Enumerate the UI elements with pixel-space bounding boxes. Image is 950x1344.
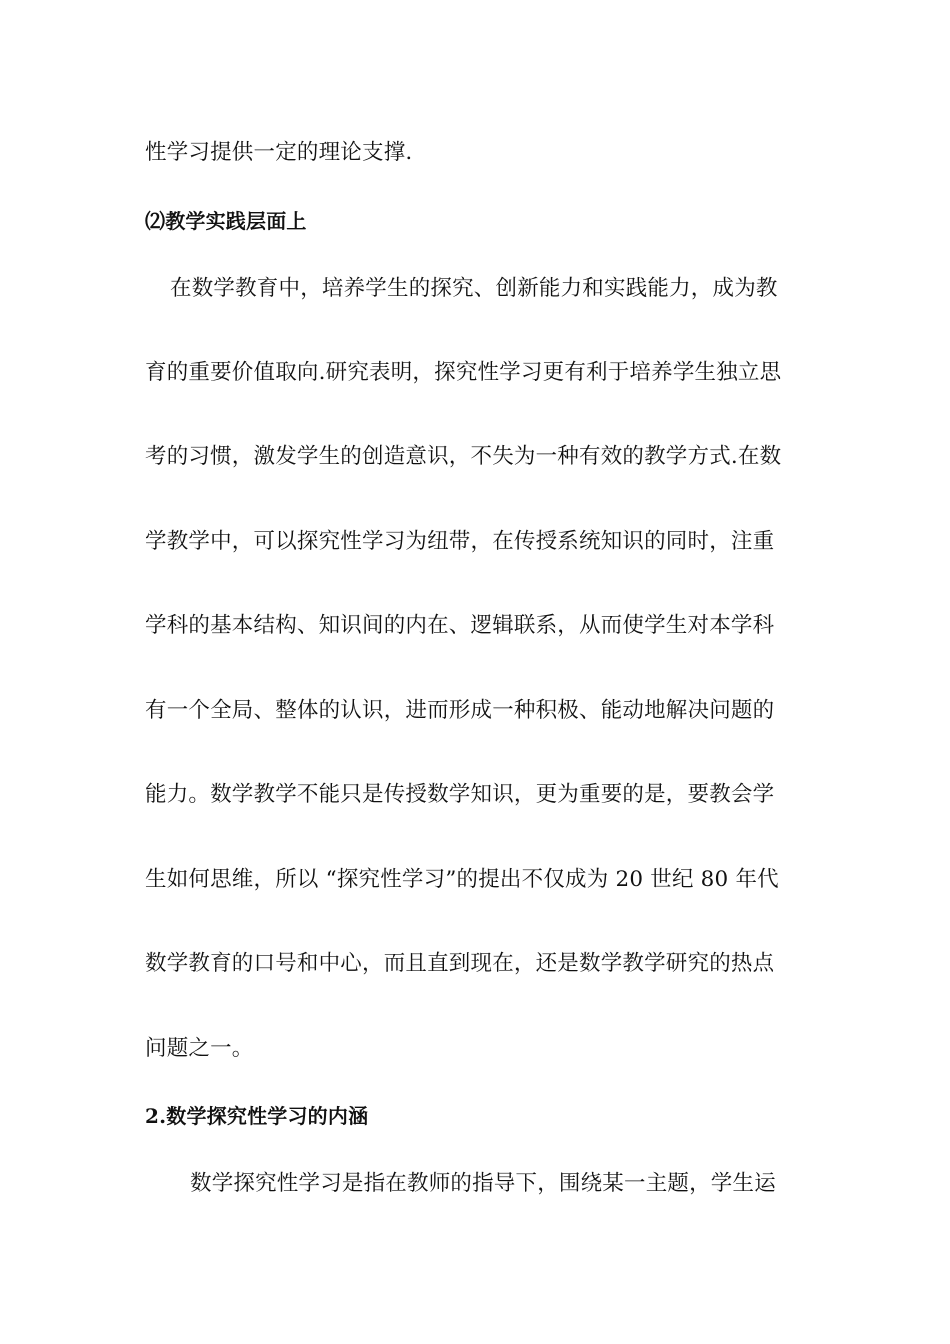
section-heading: 2.数学探究性学习的内涵	[145, 1104, 369, 1128]
paragraph-line: 考的习惯，激发学生的创造意识，不失为一种有效的教学方式.在数	[145, 444, 782, 469]
paragraph-line: 育的重要价值取向.研究表明，探究性学习更有利于培养学生独立思	[145, 360, 782, 385]
paragraph-line: 数学探究性学习是指在教师的指导下，围绕某一主题，学生运	[190, 1171, 776, 1196]
paragraph-line: 学教学中，可以探究性学习为纽带，在传授系统知识的同时，注重	[145, 529, 775, 554]
paragraph-line: 能力。数学教学不能只是传授数学知识，更为重要的是，要教会学	[145, 782, 775, 807]
paragraph-line: 数学教育的口号和中心，而且直到现在，还是数学教学研究的热点	[145, 951, 775, 976]
paragraph-line: 生如何思维，所以 “探究性学习”的提出不仅成为 20 世纪 80 年代	[145, 867, 779, 892]
section-heading: ⑵教学实践层面上	[145, 209, 307, 233]
paragraph-line: 问题之一。	[145, 1036, 254, 1061]
paragraph-line: 在数学教育中，培养学生的探究、创新能力和实践能力，成为教	[170, 276, 778, 301]
paragraph-line: 学科的基本结构、知识间的内在、逻辑联系，从而使学生对本学科	[145, 613, 775, 638]
paragraph-line: 有一个全局、整体的认识，进而形成一种积极、能动地解决问题的	[145, 698, 775, 723]
paragraph-line: 性学习提供一定的理论支撑.	[145, 140, 413, 165]
